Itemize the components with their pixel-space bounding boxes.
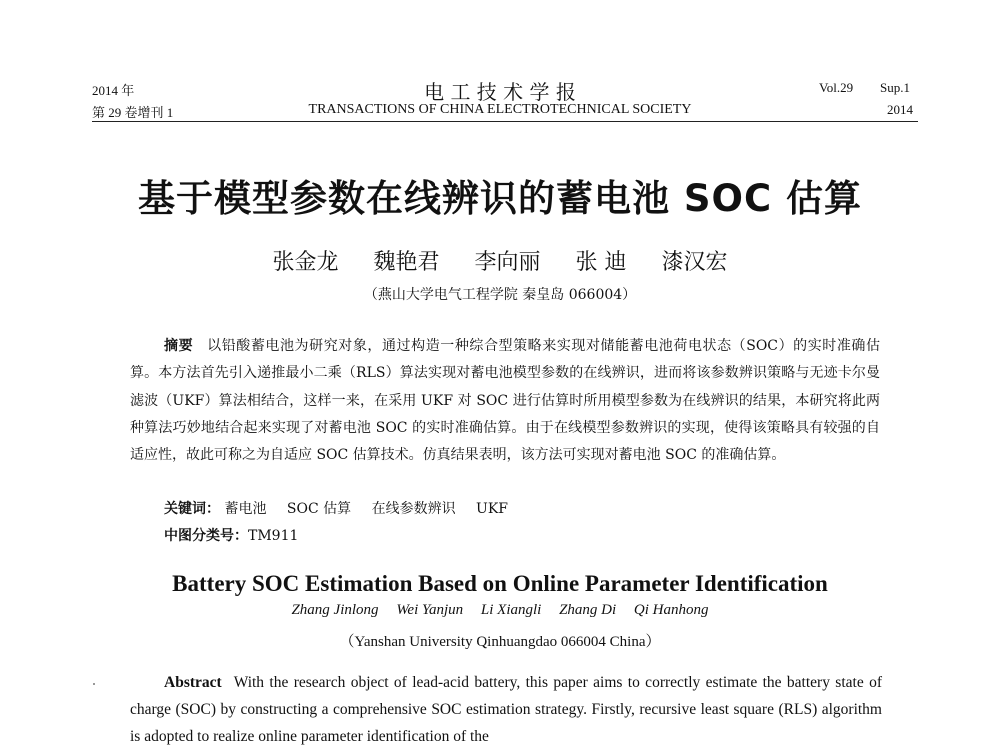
abstract-en [130, 669, 882, 750]
header-vol: Vol.29 [819, 80, 854, 95]
header-year: 2014 年 [92, 83, 135, 98]
keyword: 在线参数辨识 [371, 501, 456, 517]
abstract-en-label: Abstract [164, 674, 222, 691]
classification-label: 中图分类号： [164, 528, 248, 544]
header-year-right: 2014 [887, 102, 913, 117]
keyword: UKF [476, 501, 509, 517]
author-en: Zhang Jinlong [291, 602, 379, 618]
header-volume: 第 29 卷增刊 1 [92, 105, 174, 120]
header-sup: Sup.1 [880, 80, 910, 95]
abstract-en-text: With the research object of lead-acid battery, this paper aims to correctly estimate the battery state of charge (SOC) by constructing a comprehensive SOC estimation strategy. Firstly, recursive least square (RLS) algorithm is adopted to realize online parameter identification of the [130, 674, 882, 745]
author-cn: 魏艳君 [373, 250, 440, 275]
keywords-label: 关键词： [164, 501, 220, 517]
page-title-cn: 基于模型参数在线辨识的蓄电池 SOC 估算 [137, 177, 863, 220]
abstract-cn-text: 以铅酸蓄电池为研究对象，通过构造一种综合型策略来实现对储能蓄电池荷电状态（SOC）的实时准确估算。本方法首先引入递推最小二乘（RLS）算法实现对蓄电池模型参数的在线辨识，进而将该参数辨识策略与无迹卡尔曼滤波（UKF）算法相结合，这样一来，在采用 UKF 对 SOC 进行估算时所用模型参数为在线辨识的结果，本研究将此两种算法巧妙地结合起来实现了对蓄电池 SOC 的实时准确估算。由于在线模型参数辨识的实现，使得该策略具有较强的自适应性，故此可称之为自适应 SOC 估算技术。仿真结果表明，该方法可实现对蓄电池 SOC 的准确估算。 [130, 338, 880, 464]
author-en: Wei Yanjun [396, 602, 464, 618]
abstract-cn-label: 摘要 [164, 338, 194, 354]
author-en: Qi Hanhong [633, 602, 709, 618]
author-cn: 漆汉宏 [661, 250, 728, 275]
keyword: 蓄电池 [224, 501, 267, 517]
keyword: SOC 估算 [286, 501, 352, 517]
affiliation-cn: （燕山大学电气工程学院 秦皇岛 066004） [363, 287, 637, 303]
classification-value: TM911 [248, 528, 299, 544]
author-cn: 张金龙 [272, 250, 339, 275]
abstract-cn [130, 333, 880, 469]
author-en: Li Xiangli [480, 602, 542, 618]
author-en: Zhang Di [559, 602, 617, 618]
author-cn: 李向丽 [474, 250, 541, 275]
page-title-en: Battery SOC Estimation Based on Online Parameter Identification [172, 571, 828, 596]
author-cn: 张 迪 [575, 250, 627, 275]
authors-en [0, 602, 1000, 619]
journal-title-cn: 电 工 技 术 学 报 [424, 80, 576, 104]
authors-cn [0, 245, 1000, 276]
header-rule [92, 121, 918, 122]
journal-title-en: TRANSACTIONS OF CHINA ELECTROTECHNICAL SOCIETY [308, 102, 692, 117]
keywords [164, 498, 524, 518]
classification [164, 525, 298, 545]
affiliation-en: （Yanshan University Qinhuangdao 066004 China） [339, 634, 661, 650]
scan-speck [93, 683, 95, 685]
